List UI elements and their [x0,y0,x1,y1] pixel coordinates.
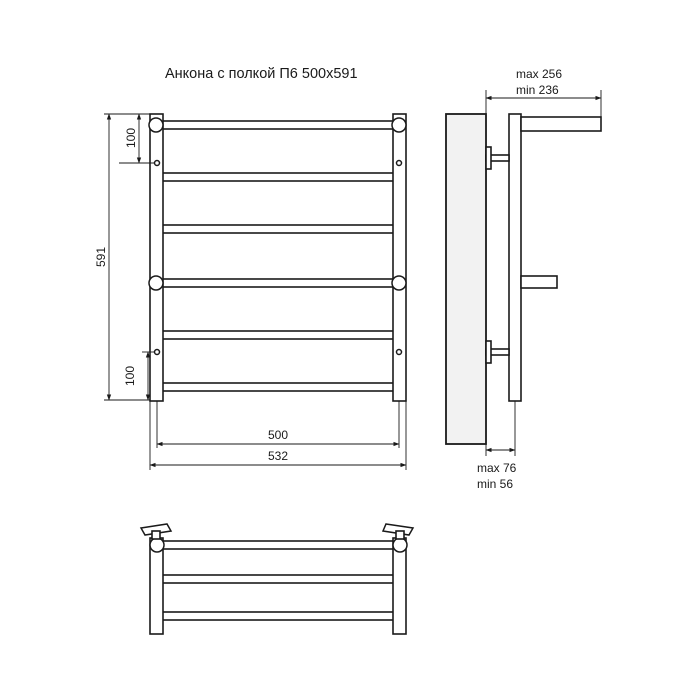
outer-width-label: 532 [267,449,289,463]
rung-bar [162,383,394,391]
bottom-min-label: min 56 [477,477,514,491]
rung-bar [162,279,394,287]
front-view [94,114,406,470]
rung-bar [162,173,394,181]
rung-bars [162,121,394,391]
rung-bar [162,121,394,129]
inner-width-label: 500 [267,428,289,442]
top-right-knob [392,118,406,132]
side-view [446,67,601,491]
bottom-offset-label: 100 [123,365,137,387]
mounting-hole [397,161,402,166]
top-max-label: max 256 [516,67,563,81]
left-bracket-stem [152,531,160,539]
top-view-bar [162,575,400,583]
top-left-knob [149,118,163,132]
mounting-hole [397,350,402,355]
bottom-max-label: max 76 [477,461,517,475]
mounting-hole [155,161,160,166]
top-min-label: min 236 [516,83,559,97]
side-shelf [521,117,601,131]
right-bracket-stem [396,531,404,539]
middle-left-knob [149,276,163,290]
middle-right-knob [392,276,406,290]
top-offset-label: 100 [124,127,138,149]
left-upright [150,114,163,401]
right-upright [393,114,406,401]
rung-bar [162,225,394,233]
top-view [141,524,413,634]
mounting-hole [155,350,160,355]
top-view-bar [162,541,400,549]
rung-bar [162,331,394,339]
side-rung-stub [521,276,557,288]
top-bracket-flange [486,147,491,169]
side-upright [509,114,521,401]
height-label: 591 [94,246,108,268]
bottom-bracket-flange [486,341,491,363]
top-view-left-knob [150,538,164,552]
wall [446,114,486,444]
top-view-bar [162,612,400,620]
top-view-right-knob [393,538,407,552]
drawing-title: Анкона с полкой П6 500х591 [165,66,358,82]
